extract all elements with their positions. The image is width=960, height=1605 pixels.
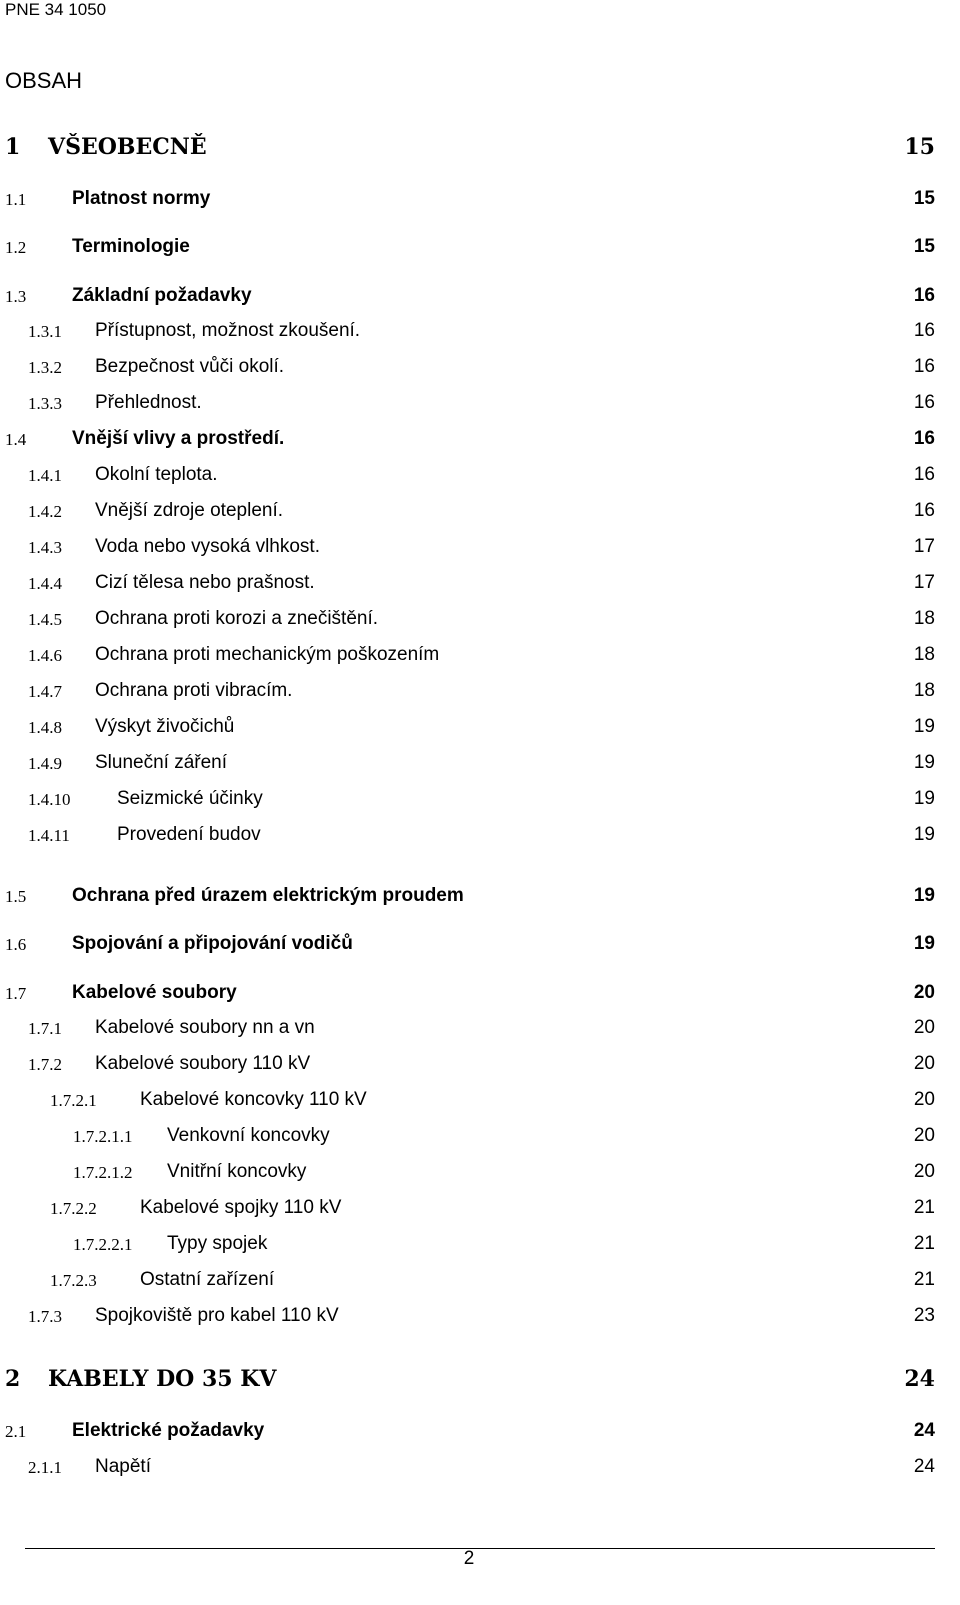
toc-entry-title: Ochrana proti mechanickým poškozením: [95, 644, 440, 665]
toc-entry[interactable]: [0, 881, 960, 911]
toc-entry-title: Přehlednost.: [95, 392, 202, 413]
toc-entry-page: 16: [913, 356, 935, 377]
toc-entry-title: Okolní teplota.: [95, 464, 218, 485]
toc-entry-page: 15: [904, 134, 935, 160]
toc-entry-number: 1.4.1: [28, 466, 62, 485]
toc-entry-title: Typy spojek: [167, 1233, 268, 1254]
toc-entry-page: 19: [913, 752, 935, 773]
toc-entry-number: 1.3.1: [28, 322, 62, 341]
toc-entry-number: 1.7.3: [28, 1307, 62, 1326]
toc-entry[interactable]: [0, 1265, 960, 1295]
toc-entry-page: 16: [913, 428, 935, 449]
toc-entry-title: Přístupnost, možnost zkoušení.: [95, 320, 361, 341]
toc-entry-page: 20: [913, 1089, 935, 1110]
toc-entry-page: 17: [913, 572, 935, 593]
toc-entry-number: 1.4: [5, 430, 27, 449]
toc-entry-number: 1.7: [5, 984, 27, 1003]
toc-entry[interactable]: [0, 604, 960, 634]
toc-entry[interactable]: [0, 1452, 960, 1482]
toc-entry[interactable]: [0, 1301, 960, 1331]
toc-entry[interactable]: [0, 388, 960, 418]
toc-entry-page: 21: [913, 1269, 935, 1290]
toc-entry-page: 23: [913, 1305, 935, 1326]
toc-entry-page: 16: [913, 320, 935, 341]
toc-entry-page: 18: [913, 608, 935, 629]
document-id: PNE 34 1050: [5, 0, 107, 19]
toc-entry[interactable]: [0, 1085, 960, 1115]
toc-entry-title: Kabelové soubory: [72, 982, 237, 1003]
toc-entry[interactable]: [0, 820, 960, 850]
toc-entry-page: 20: [913, 982, 935, 1003]
toc-entry-title: Cizí tělesa nebo prašnost.: [95, 572, 315, 593]
toc-entry-number: 1.4.10: [28, 790, 71, 809]
toc-entry-title: Spojování a připojování vodičů: [72, 933, 353, 954]
toc-entry-page: 19: [913, 716, 935, 737]
toc-entry-page: 24: [913, 1456, 935, 1477]
toc-entry-title: Napětí: [95, 1456, 151, 1477]
toc-entry-title: Sluneční záření: [95, 752, 228, 773]
toc-entry-page: 24: [913, 1420, 935, 1441]
toc-entry[interactable]: [0, 1416, 960, 1446]
toc-entry-number: 1.4.7: [28, 682, 62, 701]
toc-entry-number: 1.4.2: [28, 502, 62, 521]
toc-entry[interactable]: [0, 568, 960, 598]
toc-entry-number: 1.3: [5, 287, 27, 306]
toc-entry-title: Vnitřní koncovky: [167, 1161, 307, 1182]
toc-entry[interactable]: [0, 748, 960, 778]
toc-entry-title: VŠEOBECNĚ: [48, 134, 207, 160]
toc-entry-title: Výskyt živočichů: [95, 716, 235, 737]
toc-entry-title: Bezpečnost vůči okolí.: [95, 356, 285, 377]
toc-entry-title: Ochrana proti vibracím.: [95, 680, 293, 701]
toc-entry[interactable]: [0, 640, 960, 670]
toc-entry-number: 1.7.2.1.1: [73, 1127, 133, 1146]
toc-entry-page: 15: [913, 188, 935, 209]
toc-entry-number: 2.1: [5, 1422, 27, 1441]
toc-entry[interactable]: [0, 460, 960, 490]
toc-entry-title: Vnější zdroje oteplení.: [95, 500, 284, 521]
toc-entry-number: 2.1.1: [28, 1458, 62, 1477]
toc-entry-number: 1.3.2: [28, 358, 62, 377]
toc-entry-page: 19: [913, 788, 935, 809]
toc-entry[interactable]: [0, 132, 960, 162]
toc-entry-number: 1.4.9: [28, 754, 62, 773]
toc-entry-title: Ostatní zařízení: [140, 1269, 275, 1290]
toc-entry-page: 19: [913, 824, 935, 845]
toc-entry[interactable]: [0, 712, 960, 742]
toc-entry[interactable]: [0, 1049, 960, 1079]
toc-entry-number: 1.4.11: [28, 826, 70, 845]
toc-entry-page: 16: [913, 464, 935, 485]
toc-entry-number: 1.4.8: [28, 718, 62, 737]
toc-entry[interactable]: [0, 184, 960, 214]
toc-entry-number: 1.7.2.2.1: [73, 1235, 133, 1254]
toc-entry[interactable]: [0, 1121, 960, 1151]
toc-entry-page: 15: [913, 236, 935, 257]
toc-entry-title: Kabelové koncovky 110 kV: [140, 1089, 367, 1110]
toc-entry-title: Venkovní koncovky: [167, 1125, 330, 1146]
toc-entry-page: 19: [913, 933, 935, 954]
toc-entry-number: 2: [5, 1366, 21, 1392]
toc-entry-number: 1.7.2.2: [50, 1199, 97, 1218]
toc-entry-page: 20: [913, 1017, 935, 1038]
toc-entry-page: 16: [913, 500, 935, 521]
toc-entry-number: 1: [5, 134, 21, 160]
toc-entry-page: 18: [913, 644, 935, 665]
toc-entry[interactable]: [0, 316, 960, 346]
toc-entry-number: 1.1: [5, 190, 27, 209]
toc-entry-page: 18: [913, 680, 935, 701]
toc-entry[interactable]: [0, 1229, 960, 1259]
toc-entry-number: 1.4.4: [28, 574, 62, 593]
toc-entry-title: Ochrana proti korozi a znečištění.: [95, 608, 379, 629]
toc-entry-title: Provedení budov: [117, 824, 261, 845]
toc-entry[interactable]: [0, 1157, 960, 1187]
toc-entry-title: Spojkoviště pro kabel 110 kV: [95, 1305, 339, 1326]
toc-entry-title: Seizmické účinky: [117, 788, 263, 809]
toc-entry[interactable]: [0, 1364, 960, 1394]
toc-entry-number: 1.4.3: [28, 538, 62, 557]
toc-entry-title: Základní požadavky: [72, 285, 252, 306]
toc-entry-page: 20: [913, 1125, 935, 1146]
toc-entry-number: 1.4.5: [28, 610, 62, 629]
toc-entry-title: Platnost normy: [72, 188, 211, 209]
toc-entry-title: Ochrana před úrazem elektrickým proudem: [72, 885, 464, 906]
toc-entry-number: 1.3.3: [28, 394, 62, 413]
toc-entry[interactable]: [0, 1193, 960, 1223]
toc-entry-title: Vnější vlivy a prostředí.: [72, 428, 285, 449]
toc-entry-title: Kabelové soubory 110 kV: [95, 1053, 311, 1074]
toc-entry-title: KABELY DO 35 KV: [48, 1366, 277, 1392]
toc-entry[interactable]: [0, 978, 960, 1008]
toc-entry-number: 1.7.1: [28, 1019, 62, 1038]
toc-entry[interactable]: [0, 352, 960, 382]
toc-entry-number: 1.7.2: [28, 1055, 62, 1074]
contents-heading: OBSAH: [5, 68, 83, 93]
toc-entry-number: 1.4.6: [28, 646, 62, 665]
toc-entry-title: Kabelové spojky 110 kV: [140, 1197, 342, 1218]
toc-entry-page: 16: [913, 392, 935, 413]
toc-entry[interactable]: [0, 496, 960, 526]
toc-entry-number: 1.7.2.1: [50, 1091, 97, 1110]
toc-entry-title: Terminologie: [72, 236, 190, 257]
toc-entry[interactable]: [0, 281, 960, 311]
toc-entry-number: 1.6: [5, 935, 27, 954]
toc-entry[interactable]: [0, 1013, 960, 1043]
toc-entry-number: 1.7.2.1.2: [73, 1163, 133, 1182]
toc-entry-title: Kabelové soubory nn a vn: [95, 1017, 315, 1038]
toc-entry[interactable]: [0, 929, 960, 959]
toc-entry[interactable]: [0, 676, 960, 706]
toc-entry-page: 19: [913, 885, 935, 906]
toc-entry[interactable]: [0, 532, 960, 562]
toc-entry-page: 16: [913, 285, 935, 306]
toc-entry-title: Elektrické požadavky: [72, 1420, 265, 1441]
toc-entry-page: 21: [913, 1233, 935, 1254]
page-number: 2: [463, 1548, 475, 1569]
toc-entry-page: 20: [913, 1053, 935, 1074]
toc-entry[interactable]: [0, 232, 960, 262]
toc-entry-number: 1.2: [5, 238, 27, 257]
toc-entry-page: 21: [913, 1197, 935, 1218]
toc-entry-page: 17: [913, 536, 935, 557]
toc-entry[interactable]: [0, 424, 960, 454]
toc-entry-page: 20: [913, 1161, 935, 1182]
toc-entry-number: 1.7.2.3: [50, 1271, 97, 1290]
toc-entry-title: Voda nebo vysoká vlhkost.: [95, 536, 320, 557]
toc-entry-page: 24: [904, 1366, 935, 1392]
toc-entry[interactable]: [0, 784, 960, 814]
toc-entry-number: 1.5: [5, 887, 27, 906]
